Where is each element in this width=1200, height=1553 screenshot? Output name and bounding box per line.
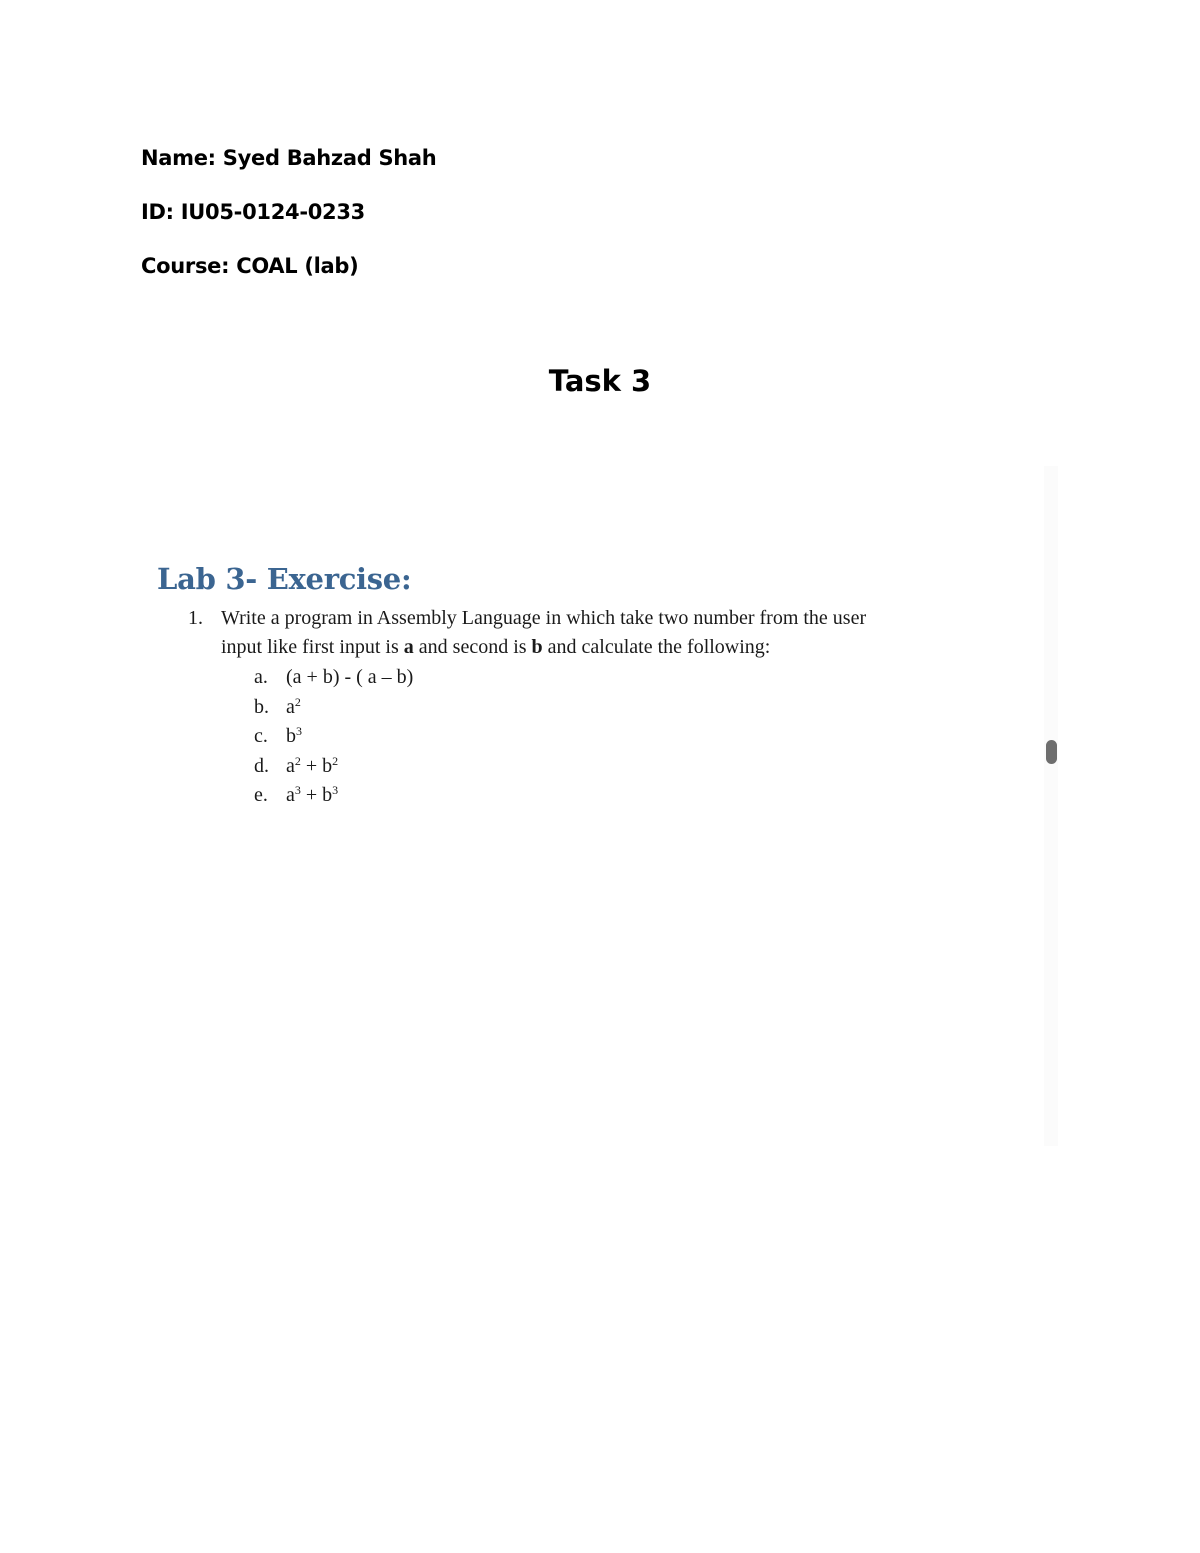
item-expression	[286, 693, 301, 723]
expr-base-2: + b	[300, 754, 333, 777]
name-line	[141, 142, 436, 174]
id-value: IU05-0124-0233	[180, 200, 365, 224]
item-letter: e.	[254, 784, 268, 806]
name-label: Name:	[141, 146, 216, 170]
list-item	[254, 722, 1008, 752]
course-label: Course:	[141, 254, 230, 278]
expr-exponent: 2	[294, 753, 301, 768]
expr-base: a	[286, 784, 295, 806]
name-value: Syed Bahzad Shah	[222, 146, 437, 170]
course-value: COAL (lab)	[236, 254, 359, 278]
expr-exponent: 2	[294, 694, 301, 709]
exercise-heading: Lab 3- Exercise:	[157, 562, 412, 596]
question-item	[188, 604, 1008, 662]
item-letter: a.	[254, 666, 268, 688]
task-title: Task 3	[548, 364, 652, 398]
question-line-2b: and second is	[413, 636, 532, 658]
expr-exponent: 3	[296, 724, 302, 738]
expr-base-2: + b	[300, 784, 333, 806]
item-expression	[286, 722, 302, 752]
question-list	[188, 604, 1008, 811]
item-letter: d.	[254, 754, 269, 777]
question-line-2a: input like first input is	[221, 636, 404, 658]
item-expression	[286, 781, 338, 811]
expr-exponent-2: 2	[332, 753, 339, 768]
course-line	[141, 250, 436, 282]
item-expression	[286, 663, 413, 693]
student-info	[141, 142, 436, 304]
item-letter: b.	[254, 695, 269, 718]
question-line-1: Write a program in Assembly Language in which take two number from the user	[221, 607, 867, 629]
variable-a: a	[403, 636, 414, 658]
scrollbar-track[interactable]	[1044, 466, 1058, 1146]
question-text	[221, 604, 866, 662]
expr-base: b	[286, 725, 296, 747]
sub-question-list	[254, 663, 1008, 811]
list-item	[254, 781, 1008, 811]
expr-base: a	[286, 754, 295, 777]
exercise-screenshot	[148, 466, 1058, 1146]
id-line	[141, 196, 436, 228]
item-expression	[286, 752, 338, 782]
question-line-2c: and calculate the following:	[542, 636, 771, 658]
question-number: 1.	[188, 607, 203, 629]
variable-b: b	[531, 636, 543, 658]
list-item	[254, 693, 1008, 723]
item-letter: c.	[254, 725, 268, 747]
expr-exponent-2: 3	[332, 783, 339, 797]
expr-base: (a + b) - ( a – b)	[286, 666, 414, 688]
scrollbar-thumb[interactable]	[1046, 740, 1057, 764]
list-item	[254, 752, 1008, 782]
id-label: ID:	[141, 200, 174, 224]
expr-exponent: 3	[294, 783, 301, 797]
expr-base: a	[286, 695, 295, 718]
list-item	[254, 663, 1008, 693]
